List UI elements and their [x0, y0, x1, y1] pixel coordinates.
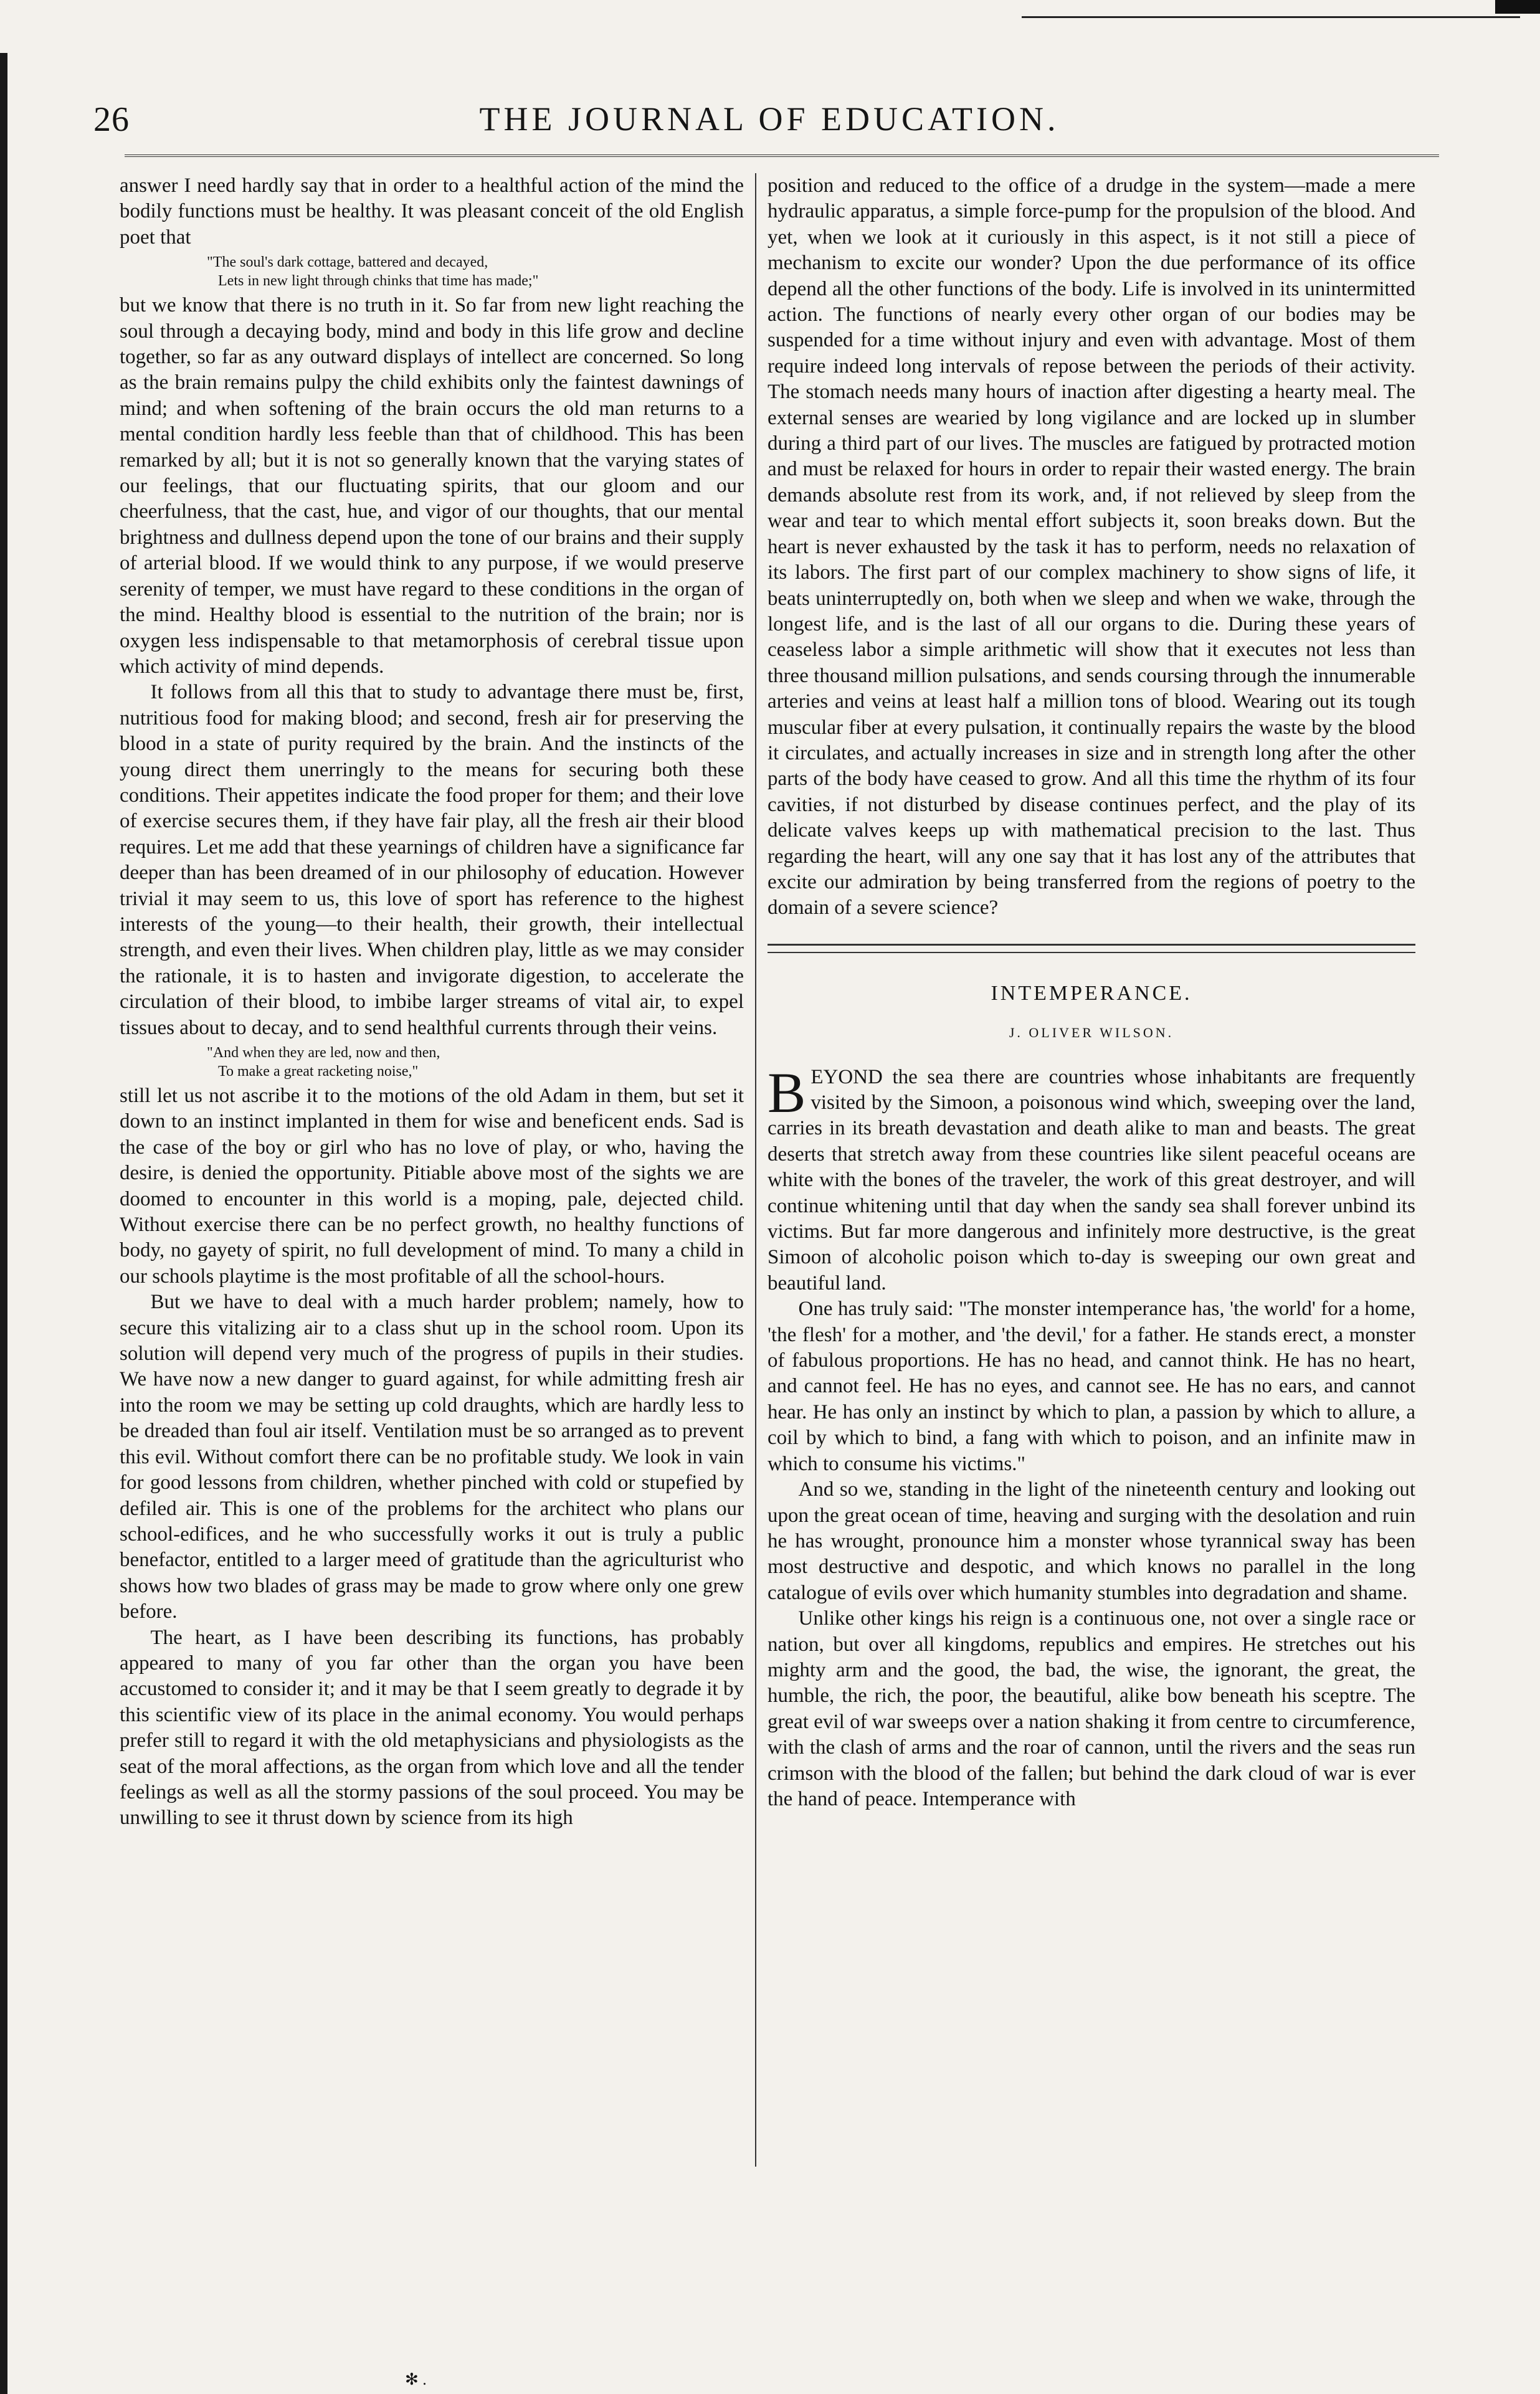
paragraph-text: EYOND the sea there are countries whose inhabitants are frequently visited by the Simoon, a poisonous wind which, sweeping over the land, carries in its breath devastation and death alike to man and beasts. The great deserts that stretch away from these countries like silent peaceful oceans are white with the bones of the traveler, the work of this great destroyer, and will continue whitening until that day when the sandy sea shall forever unbind its victims. But far more dangerous and infinitely more destructive, is the great Simoon of alcoholic poison which to-day is sweeping our own great and beautiful land.: [768, 1065, 1415, 1294]
verse-line: To make a great racketing noise,": [218, 1063, 419, 1080]
paragraph: One has truly said: "The monster intemperance has, 'the world' for a home, 'the flesh' for a mother, and 'the devil,' for a father. He stands erect, a monster of fabulous proportions. He has no head, and cannot think. He has no heart, and cannot feel. He has no eyes, and cannot see. He has no ears, and cannot hear. He has only an instinct by which to plan, a passion by which to allure, a coil by which to bind, a fang with which to poison, and an infinite maw in which to consume his victims.": [768, 1298, 1415, 1475]
paragraph: It follows from all this that to study to advantage there must be, first, nutritious food for making blood; and second, fresh air for preserving the blood in a state of purity required by the brain. And the instincts of the young direct them unerringly to the means for securing both these conditions. Their appetites indicate the food proper for them; and their love of exercise secures them, if they have fair play, all the fresh air their blood requires. Let me add that these yearnings of children have a significance far deeper than has been dreamed of in our philosophy of education. However trivial it may seem to us, this love of sport has reference to the highest interests of the young—to their health, their growth, their intellectual strength, and even their lives. When children play, little as we may consider the rationale, it is to hasten and invigorate digestion, to accelerate the circulation of their blood, to imbibe larger streams of vital air, to expel tissues about to decay, and to send healthful currents through their veins.: [120, 681, 744, 1039]
paragraph: but we know that there is no truth in it. So far from new light reaching the soul through a decaying body, mind and body in this life grow and decline together, so far as any outward displays of intellect are concerned. So long as the brain remains pulpy the child exhibits only the faintest dawnings of mind; and when softening of the brain occurs the old man returns to a mental condition hardly less feeble than that of childhood. This has been remarked by all; but it is not so generally known that the varying states of our feelings, that our fluctuating spirits, that our gloom and our cheerfulness, that the cast, hue, and vigor of our thoughts, that our mental brightness and dullness depend upon the tone of our brains and their supply of arterial blood. If we would think to any purpose, if we would preserve serenity of temper, we must have regard to these conditions in the organ of the mind. Healthy blood is essential to the nutrition of the brain; nor is oxygen less indispensable to that metamorphosis of cerebral tissue upon which activity of mind depends.: [120, 294, 744, 678]
article-separator: [768, 944, 1415, 953]
header-rule: [125, 154, 1439, 157]
scan-edge-bar: [0, 53, 7, 2394]
paragraph: Unlike other kings his reign is a continuous one, not over a single race or nation, but over all kingdoms, republics and empires. He stretches out his mighty arm and the good, the bad, the wise, the ignorant, the great, the humble, the rich, the poor, the beautiful, alike bow beneath his sceptre. The great evil of war sweeps over a nation shaking it from centre to circumference, with the clash of arms and the roar of cannon, until the rivers and the seas run crimson with the blood of the fallen; but behind the dark cloud of war is ever the hand of peace. Intemperance with: [768, 1607, 1415, 1810]
page-header: [93, 100, 1445, 143]
left-column: [120, 173, 744, 2279]
journal-title: THE JOURNAL OF EDUCATION.: [479, 100, 1060, 138]
top-rule: [1022, 16, 1520, 18]
article-title: INTEMPERANCE.: [991, 981, 1192, 1005]
corner-scan-mark: [1495, 0, 1540, 14]
paragraph: The heart, as I have been describing its functions, has probably appeared to many of you far other than the organ you have been accustomed to consider it; and it may be that I seem greatly to degrade it by this scientific view of its place in the animal economy. You would perhaps prefer still to regard it with the old metaphysicians and physiologists as the seat of the moral affections, as the organ from which love and all the tender feelings as well as all the stormy passions of the soul proceed. You may be unwilling to see it thrust down by science from its high: [120, 1626, 744, 1830]
author-byline: J. OLIVER WILSON.: [1009, 1025, 1174, 1041]
drop-cap: B: [768, 1060, 806, 1124]
paragraph: answer I need hardly say that in order to a healthful action of the mind the bodily functions must be healthy. It was pleasant conceit of the old English poet that: [120, 174, 744, 249]
column-divider: [755, 173, 756, 2167]
page-number: 26: [93, 100, 130, 139]
verse-line: "The soul's dark cottage, battered and decayed,: [207, 254, 488, 271]
paragraph: And so we, standing in the light of the nineteenth century and looking out upon the great ocean of time, heaving and surging with the desolation and ruin he has wrought, pronounce him a monster whose tyrannical sway has been most destructive and despotic, and which knows no parallel in the long catalogue of evils over which humanity stumbles into degradation and shame.: [768, 1478, 1415, 1604]
verse-line: "And when they are led, now and then,: [207, 1045, 440, 1061]
verse-quote: [120, 253, 744, 290]
verse-quote: [120, 1043, 744, 1081]
paragraph: still let us not ascribe it to the motions of the old Adam in them, but set it down to an instinct implanted in them for wise and beneficent ends. Sad is the case of the boy or girl who has no love of play, or who, having the desire, is denied the opportunity. Pitiable above most of the sights we are doomed to encounter in this world is a moping, pale, dejected child. Without exercise there can be no perfect growth, no healthy functions of body, no gayety of spirit, no full development of mind. To many a child in our schools playtime is the most profitable of all the school-hours.: [120, 1085, 744, 1288]
paragraph: position and reduced to the office of a drudge in the system—made a mere hydraulic apparatus, a simple force-pump for the propulsion of the blood. And yet, when we look at it curiously in this aspect, is it not still a piece of mechanism to excite our wonder? Upon the due performance of its office depend all the other functions of the body. Life is involved in its unintermitted action. The functions of nearly every other organ of our bodies may be suspended for a time without injury and even with advantage. Most of them require indeed long intervals of repose between the periods of their activity. The stomach needs many hours of inaction after digesting a hearty meal. The external senses are wearied by long vigilance and are locked up in slumber during a third part of our lives. The muscles are fatigued by protracted motion and must be relaxed for hours in order to repair their wasted energy. The brain demands absolute rest from its work, and, if not relieved by sleep from the wear and tear to which mental effort subjects it, soon breaks down. But the heart is never exhausted by the task it has to perform, needs no relaxation of its labors. The first part of our complex machinery to show signs of life, it beats uninterruptedly on, both when we sleep and when we wake, through the longest life, and is the last of all our organs to die. During these years of ceaseless labor a simple arithmetic will show that it executes not less than three thousand million pulsations, and sends coursing through the innumerable arteries and veins at least half a million tons of blood. Wearing out its tough muscular fiber at every pulsation, it continually repairs the waste by the blood it circulates, and actually increases in size and in strength long after the other parts of the body have ceased to grow. And all this time the rhythm of its four cavities, if not disturbed by disease continues perfect, and the play of its delicate valves keeps up with mathematical precision to the last. Thus regarding the heart, will any one say that it has lost any of the attributes that excite our admiration by being transferred from the regions of poetry to the domain of a severe science?: [768, 174, 1415, 919]
paragraph: [768, 1060, 1415, 1297]
right-column: [768, 173, 1415, 2279]
footer-mark: ✻ .: [405, 2370, 427, 2388]
paragraph: But we have to deal with a much harder problem; namely, how to secure this vitalizing air to a class shut up in the school room. Upon its solution will depend very much of the progress of pupils in their studies. We have now a new danger to guard against, for while admitting fresh air into the room we may be setting up cold draughts, which are hardly less to be dreaded than foul air itself. Ventilation must be so arranged as to prevent this evil. Without comfort there can be no profitable study. We look in vain for good lessons from children, whether pinched with cold or stupefied by defiled air. This is one of the problems for the architect who plans our school-edifices, and he who successfully works it out is truly a public benefactor, entitled to a larger meed of gratitude than the agriculturist who shows how two blades of grass may be made to grow where only one grew before.: [120, 1291, 744, 1623]
verse-line: Lets in new light through chinks that time has made;": [218, 273, 539, 290]
